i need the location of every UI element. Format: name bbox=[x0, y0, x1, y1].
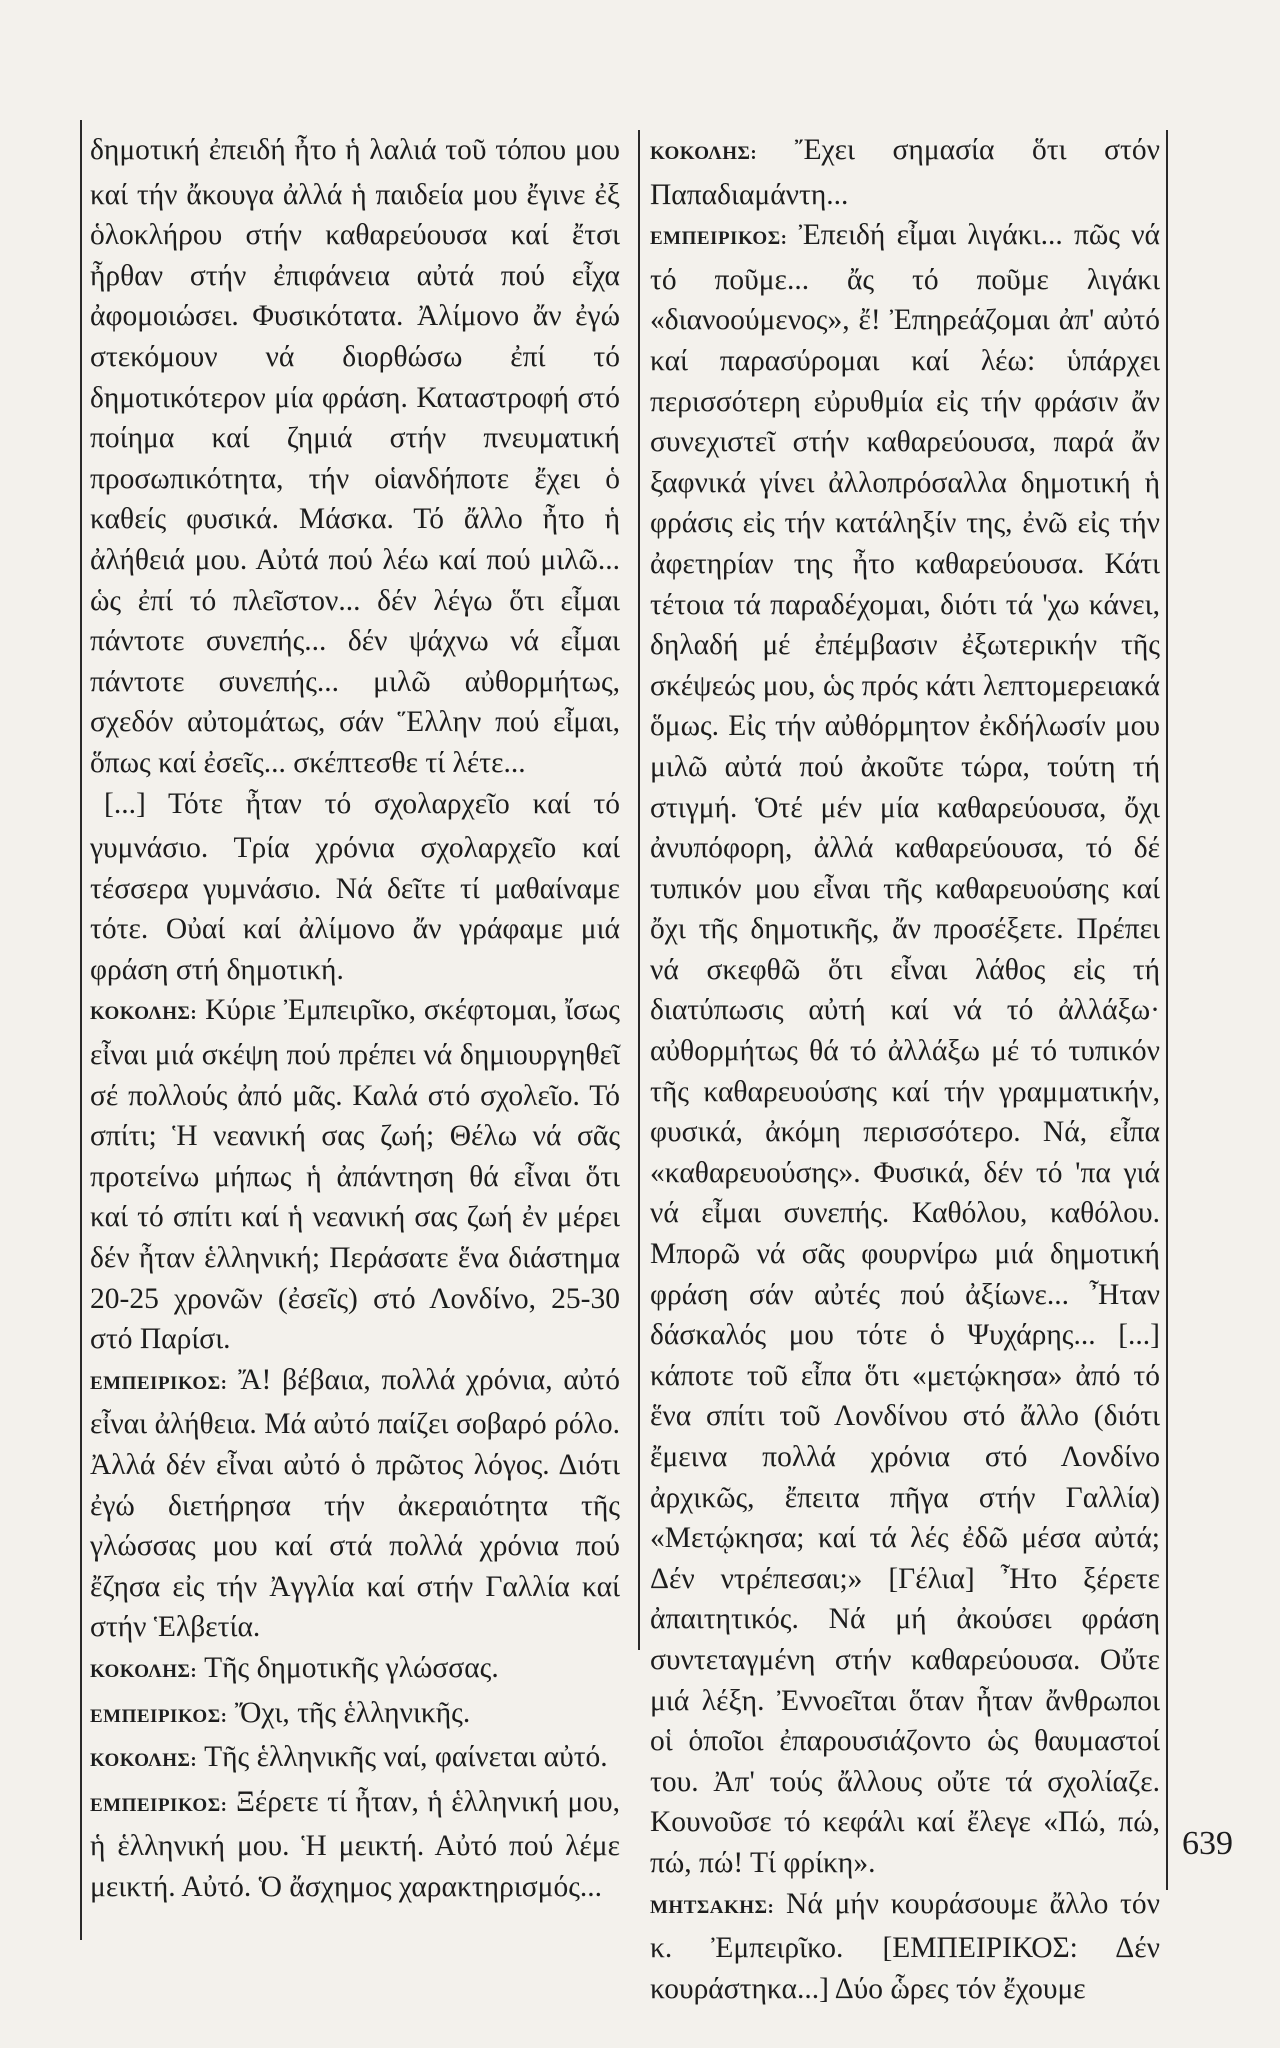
page-number: 639 bbox=[1182, 1825, 1233, 1862]
paragraph-text: Ὄχι, τῆς ἑλληνικῆς. bbox=[234, 1696, 471, 1729]
paragraph-text: Ἐπειδή εἶμαι λιγάκι... πῶς νά τό ποῦμε... ἄς τό ποῦμε λιγάκι «διανοούμενος», ἔ! Ἐπηρεάζομαι ἀπ' αὐτό καί παρασύρομαι καί λέω: ὑπάρχει περισσότερη εὐρυθμία εἰς τήν φράσιν ἄν συνεχιστεῖ στήν καθαρεύουσα, παρά ἄν ξαφνικά γίνει ἀλλοπρόσαλλα δημοτική ἡ φράσις εἰς τήν κατάληξίν της, ἐνῶ εἰς τήν ἀφετηρίαν της ἦτο καθαρεύουσα. Κάτι τέτοια τά παραδέχομαι, διότι τά 'χω κάνει, δηλαδή μέ ἐπέμβασιν ἐξωτερικήν τῆς σκέψεώς μου, ὡς πρός κάτι λεπτομερειακά ὅμως. Εἰς τήν αὐθόρμητον ἐκδήλωσίν μου μιλῶ αὐτά πού ἀκοῦτε τώρα, τούτη τή στιγμή. Ὁτέ μέν μία καθαρεύουσα, ὄχι ἀνυπόφορη, ἀλλά καθαρεύουσα, τό δέ τυπικόν μου εἶναι τῆς καθαρευούσης καί ὄχι τῆς δημοτικῆς, ἄν προσέξετε. Πρέπει νά σκεφθῶ ὅτι εἶναι λάθος εἰς τή διατύπωσις αὐτή καί νά τό ἀλλάξω· αὐθορμήτως θά τό ἀλλάξω μέ τό τυπικόν τῆς καθαρευούσης καί τήν γραμματικήν, φυσικά, ἀκόμη περισσότερο. Νά, εἶπα «καθαρευούσης». Φυσικά, δέν τό 'πα γιά νά εἶμαι συνεπής. Καθόλου, καθόλου. Μπορῶ νά σᾶς φουρνίρω μιά δημοτική φράση σάν αὐτές πού ἀξίωνε... Ἦταν δάσκαλός μου τότε ὁ Ψυχάρης... [...] κάποτε τοῦ εἶπα ὅτι «μετῴκησα» ἀπό τό ἕνα σπίτι τοῦ Λονδίνου στό ἄλλο (διότι ἔμεινα πολλά χρόνια στό Λονδίνο ἀρχικῶς, ἔπειτα πῆγα στήν Γαλλία) «Μετῴκησα; καί τά λές ἐδῶ μέσα αὐτά; Δέν ντρέπεσαι;» [Γέλια] Ἦτο ξέρετε ἀπαιτητικός. Νά μή ἀκούσει φράση συντεταγμένη στήν καθαρεύουσα. Οὔτε μιά λέξη. Ἐννοεῖται ὅταν ἦταν ἄνθρωποι οἱ ὁποῖοι ἐπαρουσιάζοντο ὡς θαυμαστοί του. Ἀπ' τούς ἄλλους οὔτε τά σχολίαζε. Κουνοῦσε τό κεφάλι καί ἔλεγε «Πώ, πώ, πώ, πώ! Τί φρίκη». bbox=[650, 219, 1161, 1879]
paragraph bbox=[650, 130, 1160, 215]
paragraph bbox=[90, 784, 620, 991]
speaker-label: ΕΜΠΕΙΡΙΚΟΣ: bbox=[90, 1794, 228, 1816]
right-rule bbox=[1166, 130, 1168, 1890]
paragraph bbox=[90, 1782, 620, 1908]
speaker-label: ΚΟΚΟΛΗΣ: bbox=[90, 1750, 198, 1772]
speaker-label: ΜΗΤΣΑΚΗΣ: bbox=[650, 1896, 775, 1918]
speaker-label: ΚΟΚΟΛΗΣ: bbox=[90, 1660, 198, 1682]
paragraph bbox=[650, 215, 1160, 1883]
speaker-label: ΕΜΠΕΙΡΙΚΟΣ: bbox=[650, 228, 788, 250]
paragraph bbox=[90, 1648, 620, 1693]
speaker-label: ΕΜΠΕΙΡΙΚΟΣ: bbox=[90, 1705, 228, 1727]
paragraph-text: Τῆς ἑλληνικῆς ναί, φαίνεται αὐτό. bbox=[204, 1741, 608, 1774]
paragraph-text: Ξέρετε τί ἦταν, ἡ ἑλληνική μου, ἡ ἑλληνική μου. Ἡ μεικτή. Αὐτό πού λέμε μεικτή. Αὐτό. Ὁ ἄσχημος χαρακτηρισμός... bbox=[90, 1785, 621, 1903]
paragraph bbox=[90, 1737, 620, 1782]
paragraph bbox=[90, 1693, 620, 1738]
paragraph-text: Ἄ! βέβαια, πολλά χρόνια, αὐτό εἶναι ἀλήθεια. Μά αὐτό παίζει σοβαρό ρόλο. Ἀλλά δέν εἶναι αὐτό ὁ πρῶτος λόγος. Διότι ἐγώ διετήρησα τήν ἀκεραιότητα τῆς γλώσσας μου καί στά πολλά χρόνια πού ἔζησα εἰς τήν Ἀγγλία καί στήν Γαλλία καί στήν Ἑλβετία. bbox=[90, 1363, 620, 1644]
paragraph bbox=[90, 990, 620, 1359]
speaker-label: ΕΜΠΕΙΡΙΚΟΣ: bbox=[90, 1372, 228, 1394]
center-rule bbox=[638, 130, 640, 1650]
paragraph bbox=[90, 1360, 620, 1648]
paragraph-text: Νά μήν κουράσουμε ἄλλο τόν κ. Ἐμπειρῖκο. [ΕΜΠΕΙΡΙΚΟΣ: Δέν κουράστηκα...] Δύο ὧρες τόν ἔχουμε bbox=[650, 1887, 1160, 2005]
speaker-label: ΚΟΚΟΛΗΣ: bbox=[650, 143, 758, 164]
paragraph-text: Κύριε Ἐμπειρῖκο, σκέφτομαι, ἴσως εἶναι μιά σκέψη πού πρέπει νά δημιουργηθεῖ σέ πολλούς ἀπό μᾶς. Καλά στό σχολεῖο. Τό σπίτι; Ἡ νεανική σας ζωή; Θέλω νά σᾶς προτείνω μήπως ἡ ἀπάντηση θά εἶναι ὅτι καί τό σπίτι καί ἡ νεανική σας ζωή ἐν μέρει δέν ἦταν ἑλληνική; Περάσατε ἕνα διάστημα 20-25 χρονῶν (ἐσεῖς) στό Λονδίνο, 25-30 στό Παρίσι. bbox=[90, 994, 620, 1356]
paragraph bbox=[650, 1884, 1160, 2010]
paragraph-text: Τῆς δημοτικῆς γλώσσας. bbox=[204, 1651, 499, 1684]
paragraph-text: [...] Τότε ἦταν τό σχολαρχεῖο καί τό γυμνάσιο. Τρία χρόνια σχολαρχεῖο καί τέσσερα γυμνάσιο. Νά δεῖτε τί μαθαίναμε τότε. Οὐαί καί ἀλίμονο ἄν γράφαμε μιά φράση στή δημοτική. bbox=[90, 787, 620, 986]
left-column bbox=[90, 130, 620, 1908]
right-column bbox=[650, 130, 1160, 2009]
paragraph bbox=[90, 130, 620, 784]
speaker-label: ΚΟΚΟΛΗΣ: bbox=[90, 1003, 198, 1025]
paragraph-text: Ἔχει σημασία ὅτι στόν Παπαδιαμάντη... bbox=[650, 134, 1160, 211]
paragraph-text: δημοτική ἐπειδή ἦτο ἡ λαλιά τοῦ τόπου μου καί τήν ἄκουγα ἀλλά ἡ παιδεία μου ἔγινε ἐξ ὁλοκλήρου στήν καθαρεύουσα καί ἔτσι ἦρθαν στήν ἐπιφάνεια αὐτά πού εἶχα ἀφομοιώσει. Φυσικότατα. Ἀλίμονο ἄν ἐγώ στεκόμουν νά διορθώσω ἐπί τό δημοτικότερον μία φράση. Καταστροφή στό ποίημα καί ζημιά στήν πνευματική προσωπικότητα, τήν οἱανδήποτε ἔχει ὁ καθείς φυσικά. Μάσκα. Τό ἄλλο ἦτο ἡ ἀλήθειά μου. Αὐτά πού λέω καί πού μιλῶ... ὡς ἐπί τό πλεῖστον... δέν λέγω ὅτι εἶμαι πάντοτε συνεπής... δέν ψάχνω νά εἶμαι πάντοτε συνεπής... μιλῶ αὐθορμήτως, σχεδόν αὐτομάτως, σάν Ἕλλην πού εἶμαι, ὅπως καί ἐσεῖς... σκέπτεσθε τί λέτε... bbox=[90, 134, 620, 779]
left-rule bbox=[80, 120, 82, 1940]
